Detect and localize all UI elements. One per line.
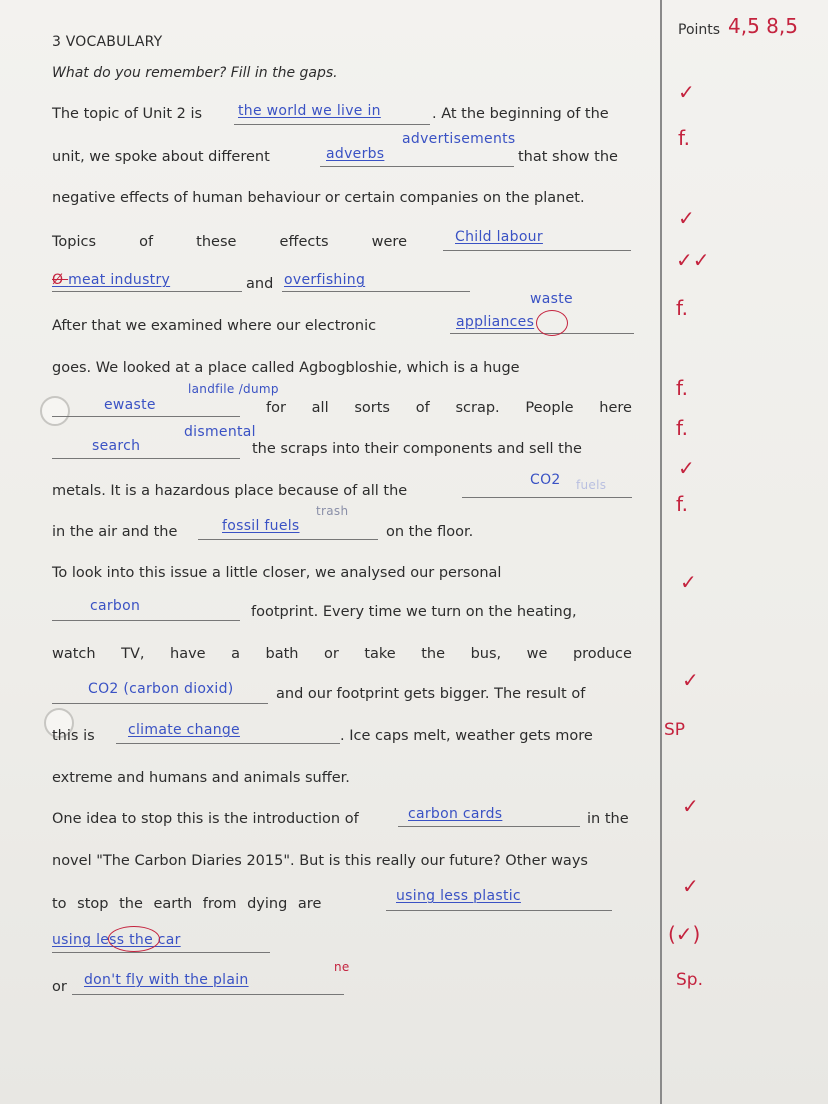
spelling-mark: SP — [664, 720, 686, 740]
gap-line — [198, 539, 378, 540]
text-line: footprint. Every time we turn on the heating, — [251, 604, 577, 620]
fault-mark: f. — [676, 296, 688, 320]
gap-line — [398, 826, 580, 827]
text-line: watch TV, have a bath or take the bus, we produce — [52, 646, 632, 662]
text-line: in the air and the — [52, 524, 178, 540]
answer-text: using less plastic — [396, 888, 521, 904]
punch-hole — [40, 396, 70, 426]
answer-text: adverbs — [326, 146, 385, 162]
answer-text: ewaste — [104, 397, 156, 413]
text-line: . Ice caps melt, weather gets more — [340, 728, 593, 744]
answer-text: search — [92, 438, 141, 454]
text-line: One idea to stop this is the introduction of — [52, 811, 359, 827]
answer-correction: advertisements — [402, 131, 516, 147]
text-line: To look into this issue a little closer, we analysed our personal — [52, 565, 502, 581]
text-line: goes. We looked at a place called Agbogbloshie, which is a huge — [52, 360, 520, 376]
correction-circle — [536, 310, 568, 336]
text-line: and — [246, 276, 274, 292]
answer-text: fossil fuels — [222, 518, 300, 534]
text-line: Topics of these effects were — [52, 234, 407, 250]
answer-text: carbon — [90, 598, 141, 614]
fault-mark: f. — [678, 126, 690, 150]
text-line: The topic of Unit 2 is — [52, 106, 203, 122]
margin-line — [660, 0, 662, 1104]
gap-line — [52, 458, 240, 459]
answer-correction: dismental — [184, 424, 256, 440]
check-mark: ✓✓ — [676, 248, 710, 272]
check-mark: ✓ — [680, 570, 697, 594]
gap-line — [116, 743, 340, 744]
gap-line — [282, 291, 470, 292]
answer-correction: ne — [334, 960, 350, 974]
check-mark: ✓ — [678, 456, 695, 480]
answer-text: overfishing — [284, 272, 366, 288]
answer-text: CO2 (carbon dioxid) — [88, 681, 234, 697]
text-line: and our footprint gets bigger. The result of — [276, 686, 586, 702]
gap-line — [386, 910, 612, 911]
check-mark: ✓ — [678, 80, 695, 104]
text-line: this is — [52, 728, 95, 744]
answer-text: Ø meat industry — [52, 272, 171, 288]
fault-mark: f. — [676, 492, 688, 516]
fault-mark: f. — [676, 416, 688, 440]
text-line: that show the — [518, 149, 618, 165]
points-label: Points — [678, 22, 721, 38]
gap-line — [52, 416, 240, 417]
text-line: or — [52, 979, 67, 995]
check-mark: ✓ — [682, 874, 699, 898]
gap-line — [320, 166, 514, 167]
text-line: unit, we spoke about different — [52, 149, 270, 165]
text-line: extreme and humans and animals suffer. — [52, 770, 350, 786]
text-line: to stop the earth from dying are — [52, 896, 322, 912]
answer-text: carbon cards — [408, 806, 503, 822]
text-line: negative effects of human behaviour or certain companies on the planet. — [52, 190, 585, 206]
spelling-mark: Sp. — [676, 970, 703, 990]
answer-faint: fuels — [576, 478, 607, 492]
text-line: metals. It is a hazardous place because of all the — [52, 483, 408, 499]
gap-line — [52, 291, 242, 292]
answer-correction: landfile /dump — [188, 382, 279, 396]
answer-text: the world we live in — [238, 103, 381, 119]
text-line: in the — [587, 811, 629, 827]
answer-text: don't fly with the plain — [84, 972, 249, 988]
text-line: novel "The Carbon Diaries 2015". But is this really our future? Other ways — [52, 853, 588, 869]
section-heading: 3 VOCABULARY — [52, 34, 163, 50]
answer-correction: trash — [316, 504, 349, 518]
text-line: for all sorts of scrap. People here — [266, 400, 632, 416]
text-line: on the floor. — [386, 524, 474, 540]
half-check-mark: (✓) — [668, 922, 701, 946]
gap-line — [443, 250, 631, 251]
text-line: the scraps into their components and sell the — [252, 441, 582, 457]
answer-text: appliances — [456, 314, 535, 330]
instruction: What do you remember? Fill in the gaps. — [52, 65, 338, 81]
gap-line — [52, 703, 268, 704]
answer-text: climate change — [128, 722, 240, 738]
check-mark: ✓ — [678, 206, 695, 230]
answer-text: CO2 — [530, 472, 561, 488]
points-value: 4,5 8,5 — [728, 14, 798, 38]
text-line: After that we examined where our electronic — [52, 318, 377, 334]
check-mark: ✓ — [682, 794, 699, 818]
fault-mark: f. — [676, 376, 688, 400]
answer-correction: waste — [530, 291, 573, 307]
gap-line — [462, 497, 632, 498]
check-mark: ✓ — [682, 668, 699, 692]
gap-line — [72, 994, 344, 995]
answer-text: Child labour — [455, 229, 543, 245]
gap-line — [52, 620, 240, 621]
gap-line — [52, 952, 270, 953]
answer-text: using less the car — [52, 932, 181, 948]
correction-circle — [108, 926, 160, 952]
text-line: . At the beginning of the — [432, 106, 609, 122]
gap-line — [234, 124, 430, 125]
